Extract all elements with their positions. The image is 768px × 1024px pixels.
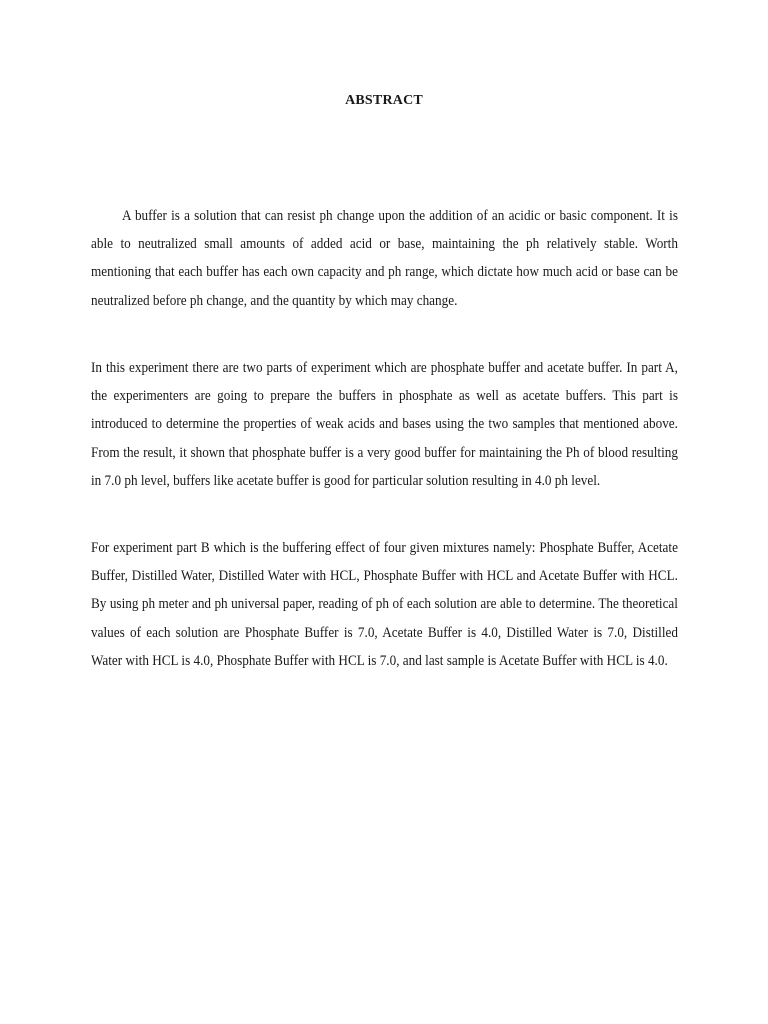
abstract-paragraph-1: A buffer is a solution that can resist ph change upon the addition of an acidic or basic component. It is able to neutralized small amounts of added acid or base, maintaining the ph relatively stable. Worth mentioning that each buffer has each own capacity and ph range, which dictate how much acid or base can be neutralized before ph change, and the quantity by which may change. bbox=[91, 208, 678, 309]
abstract-paragraph-3: For experiment part B which is the buffering effect of four given mixtures namely: Phosphate Buffer, Acetate Buffer, Distilled Water, Distilled Water with HCL, Phosphate Buffer with HCL and Acetate Buffer with HCL. By using ph meter and ph universal paper, reading of ph of each solution are able to determine. The theoretical values of each solution are Phosphate Buffer is 7.0, Acetate Buffer is 4.0, Distilled Water is 7.0, Distilled Water with HCL is 4.0, Phosphate Buffer with HCL is 7.0, and last sample is Acetate Buffer with HCL is 4.0. bbox=[91, 540, 678, 669]
page-title: ABSTRACT bbox=[345, 93, 423, 108]
abstract-paragraph-2: In this experiment there are two parts of experiment which are phosphate buffer and acetate buffer. In part A, the experimenters are going to prepare the buffers in phosphate as well as acetate buffers. This part is introduced to determine the properties of weak acids and bases using the two samples that mentioned above. From the result, it shown that phosphate buffer is a very good buffer for maintaining the Ph of blood resulting in 7.0 ph level, buffers like acetate buffer is good for particular solution resulting in 4.0 ph level. bbox=[91, 360, 678, 489]
